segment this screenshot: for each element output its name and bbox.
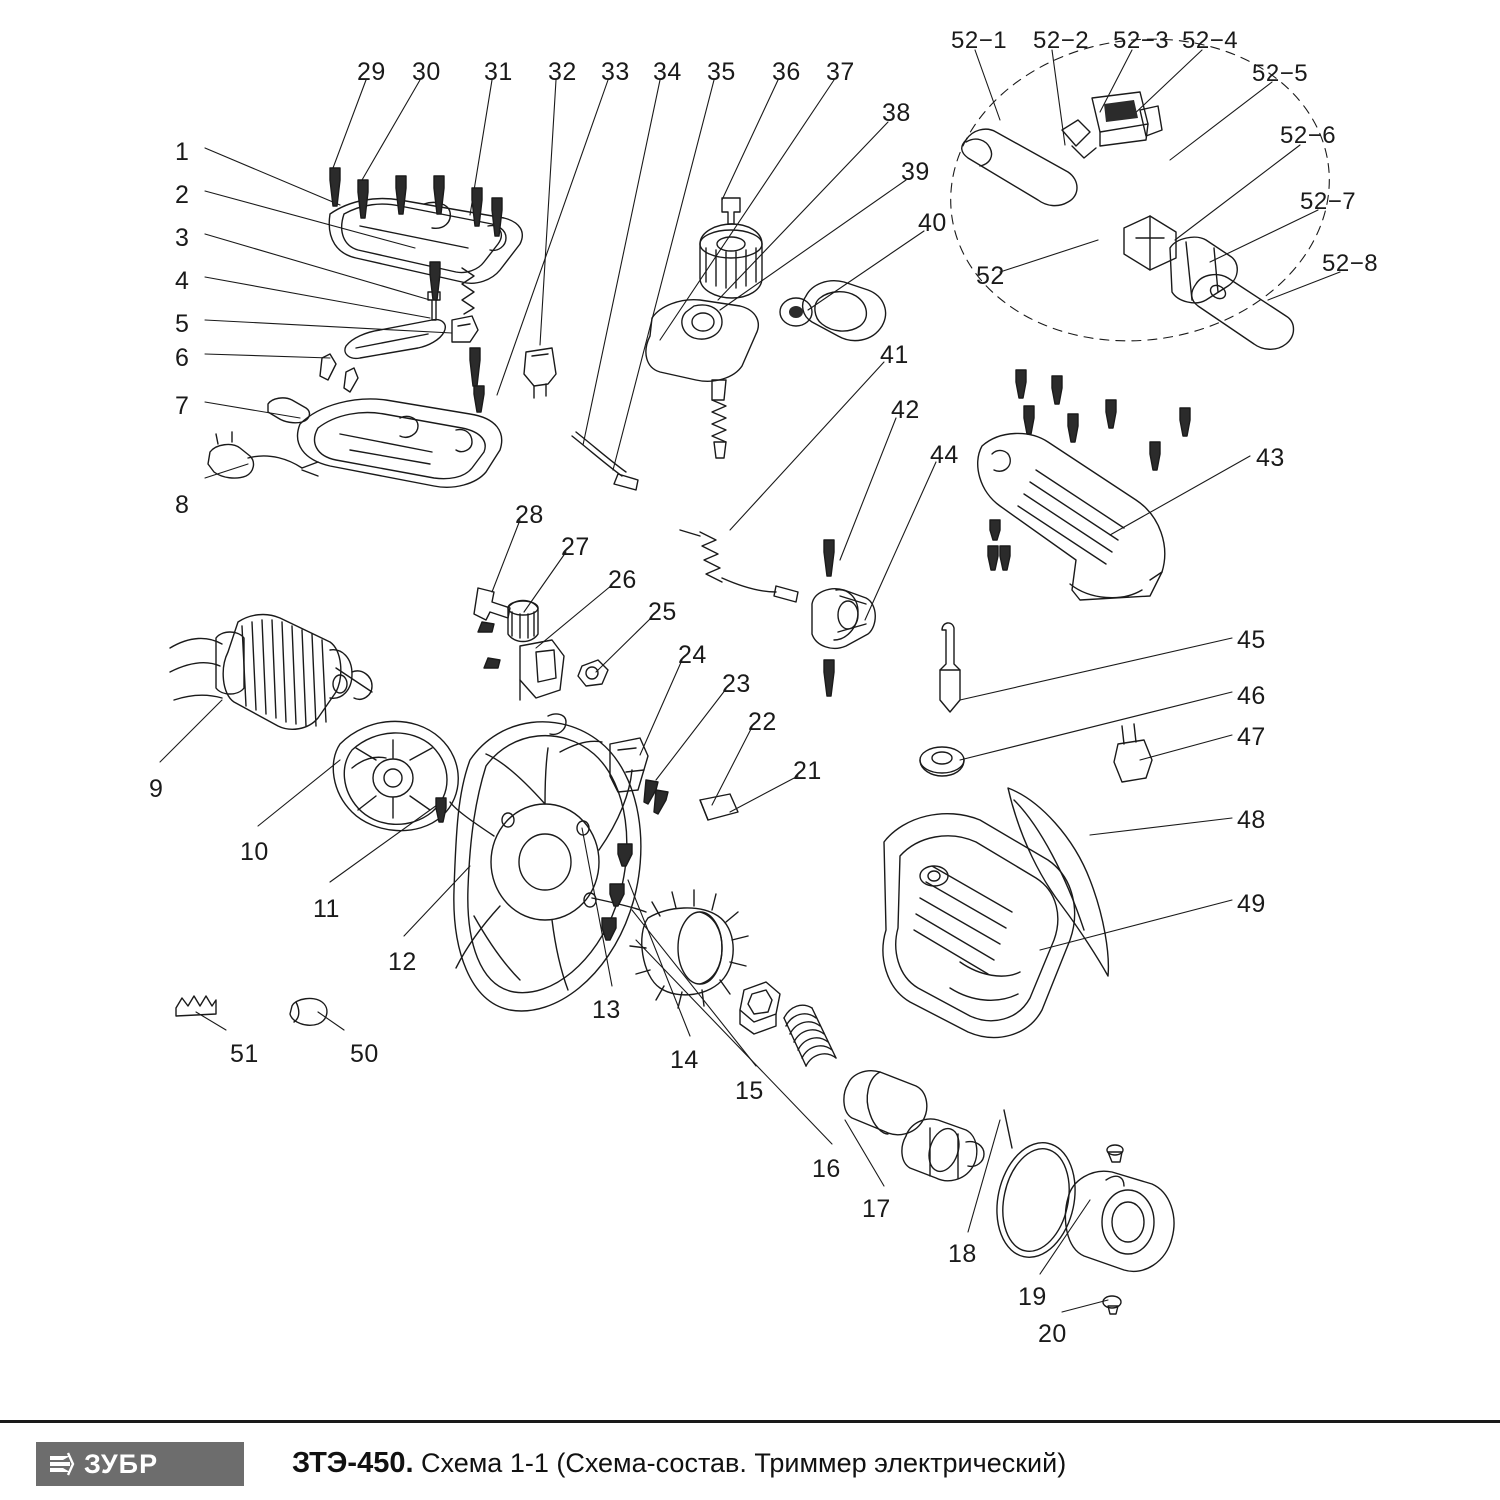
callout-21: 21 bbox=[793, 757, 822, 785]
part-37-threaded-shaft bbox=[712, 380, 726, 458]
callout-51: 51 bbox=[230, 1040, 259, 1068]
callout-37: 37 bbox=[826, 58, 855, 86]
callout-17: 17 bbox=[862, 1195, 891, 1223]
callout-22: 22 bbox=[748, 708, 777, 736]
part-49-handle-housing bbox=[883, 814, 1075, 1038]
callout-36: 36 bbox=[772, 58, 801, 86]
part-34-block bbox=[646, 300, 758, 382]
callout-42: 42 bbox=[891, 396, 920, 424]
callout-52-6: 52−6 bbox=[1280, 122, 1337, 149]
callout-49: 49 bbox=[1237, 890, 1266, 918]
part-52-2-terminal bbox=[1062, 120, 1096, 158]
callout-28: 28 bbox=[515, 501, 544, 529]
arrow-logo-icon bbox=[46, 1449, 76, 1479]
callout-3: 3 bbox=[175, 224, 190, 252]
part-20-bolt-top bbox=[1107, 1145, 1123, 1162]
callout-4: 4 bbox=[175, 267, 190, 295]
callout-48: 48 bbox=[1237, 806, 1266, 834]
part-47-connector bbox=[1114, 724, 1152, 782]
callout-25: 25 bbox=[648, 598, 677, 626]
model-number: ЗТЭ-450. bbox=[292, 1447, 414, 1479]
part-52-1-tube bbox=[962, 129, 1077, 205]
callout-19: 19 bbox=[1018, 1283, 1047, 1311]
callout-50: 50 bbox=[350, 1040, 379, 1068]
part-7-rod bbox=[268, 398, 309, 423]
callout-39: 39 bbox=[901, 158, 930, 186]
part-23-screws bbox=[644, 780, 668, 814]
part-32-clip bbox=[524, 348, 556, 398]
part-33-wire bbox=[572, 432, 638, 490]
callout-1: 1 bbox=[175, 138, 190, 166]
part-45-pin bbox=[940, 623, 960, 712]
callout-52-2: 52−2 bbox=[1033, 27, 1090, 54]
part-15-spring bbox=[784, 1005, 836, 1066]
brand-name: ЗУБР bbox=[84, 1448, 159, 1479]
part-6-screws bbox=[320, 354, 358, 392]
part-48-trim-strip bbox=[1008, 788, 1108, 976]
part-31-screw-a bbox=[396, 176, 406, 214]
part-41-cable-spring bbox=[680, 530, 798, 602]
part-12-shroud bbox=[450, 714, 646, 1011]
callout-30: 30 bbox=[412, 58, 441, 86]
callout-33: 33 bbox=[601, 58, 630, 86]
callout-29: 29 bbox=[357, 58, 386, 86]
callout-13: 13 bbox=[592, 996, 621, 1024]
part-50-bushing bbox=[290, 999, 327, 1026]
callout-5: 5 bbox=[175, 310, 190, 338]
callout-10: 10 bbox=[240, 838, 269, 866]
part-14-nut bbox=[740, 982, 780, 1034]
callout-52: 52 bbox=[976, 262, 1005, 290]
callout-16: 16 bbox=[812, 1155, 841, 1183]
callout-7: 7 bbox=[175, 392, 190, 420]
part-13-fan-impeller bbox=[630, 890, 748, 1008]
part-27-gear-small bbox=[508, 601, 538, 642]
part-40-handle-loop bbox=[780, 281, 886, 341]
callout-32: 32 bbox=[548, 58, 577, 86]
callout-14: 14 bbox=[670, 1046, 699, 1074]
leader-lines-top bbox=[333, 80, 924, 470]
part-52-5-coupler bbox=[1124, 216, 1176, 270]
callout-20: 20 bbox=[1038, 1320, 1067, 1348]
callout-26: 26 bbox=[608, 566, 637, 594]
callout-2: 2 bbox=[175, 181, 190, 209]
part-5-bracket bbox=[452, 316, 478, 342]
callout-41: 41 bbox=[880, 341, 909, 369]
part-52-4-bracket bbox=[1140, 106, 1162, 136]
part-43-cover bbox=[978, 433, 1165, 600]
callout-52-5: 52−5 bbox=[1252, 60, 1309, 87]
callout-38: 38 bbox=[882, 99, 911, 127]
callout-23: 23 bbox=[722, 670, 751, 698]
caption-text: Схема 1-1 (Схема-состав. Триммер электрический) bbox=[421, 1448, 1067, 1478]
part-29-screw bbox=[330, 168, 340, 206]
callout-35: 35 bbox=[707, 58, 736, 86]
callout-44: 44 bbox=[930, 441, 959, 469]
leader-lines-lower bbox=[160, 700, 1108, 1312]
callout-45: 45 bbox=[1237, 626, 1266, 654]
callout-52-3: 52−3 bbox=[1113, 27, 1170, 54]
callout-6: 6 bbox=[175, 344, 190, 372]
callout-40: 40 bbox=[918, 209, 947, 237]
part-42-screw-b bbox=[824, 660, 834, 696]
part-20-bolt-bottom bbox=[1103, 1296, 1121, 1314]
callout-8: 8 bbox=[175, 491, 190, 519]
part-31-screw-e bbox=[430, 262, 440, 300]
part-30-screw bbox=[358, 180, 368, 218]
callout-27: 27 bbox=[561, 533, 590, 561]
callout-11: 11 bbox=[313, 895, 340, 923]
callout-12: 12 bbox=[388, 948, 417, 976]
callout-52-1: 52−1 bbox=[951, 27, 1008, 54]
leader-lines-left bbox=[205, 148, 452, 478]
callout-31: 31 bbox=[484, 58, 513, 86]
part-43-screws bbox=[988, 370, 1190, 570]
part-19-spool-housing bbox=[1065, 1171, 1174, 1271]
brand-logo bbox=[36, 1442, 244, 1486]
callout-52-4: 52−4 bbox=[1182, 27, 1239, 54]
callout-34: 34 bbox=[653, 58, 682, 86]
callout-43: 43 bbox=[1256, 444, 1285, 472]
part-17-spool bbox=[902, 1119, 984, 1181]
part-7-housing bbox=[298, 399, 502, 487]
part-46-washer bbox=[920, 747, 964, 776]
callout-9: 9 bbox=[149, 775, 164, 803]
part-2-lever bbox=[345, 320, 445, 359]
part-26-screws bbox=[478, 622, 500, 668]
part-36-bolt bbox=[722, 198, 740, 224]
part-51-blade bbox=[176, 996, 216, 1016]
part-31-screw-f bbox=[470, 348, 480, 386]
part-4-spring bbox=[462, 268, 474, 314]
callout-15: 15 bbox=[735, 1077, 764, 1105]
part-28-bolt bbox=[474, 588, 510, 620]
callout-24: 24 bbox=[678, 641, 707, 669]
diagram-caption bbox=[292, 1447, 1066, 1480]
callout-52-7: 52−7 bbox=[1300, 188, 1357, 215]
callout-47: 47 bbox=[1237, 723, 1266, 751]
part-22-block bbox=[700, 794, 738, 820]
footer bbox=[0, 1420, 1500, 1500]
part-26-bracket bbox=[520, 640, 564, 700]
part-52-6-sleeve bbox=[1170, 237, 1237, 303]
part-42-screw-a bbox=[824, 540, 834, 576]
callout-18: 18 bbox=[948, 1240, 977, 1268]
part-31-screw-b bbox=[434, 176, 444, 214]
part-31-screw-g bbox=[474, 386, 484, 412]
callout-46: 46 bbox=[1237, 682, 1266, 710]
callout-52-8: 52−8 bbox=[1322, 250, 1379, 277]
part-52-3-switch bbox=[1092, 92, 1148, 146]
footer-divider bbox=[0, 1420, 1500, 1423]
part-9-motor bbox=[170, 615, 372, 730]
